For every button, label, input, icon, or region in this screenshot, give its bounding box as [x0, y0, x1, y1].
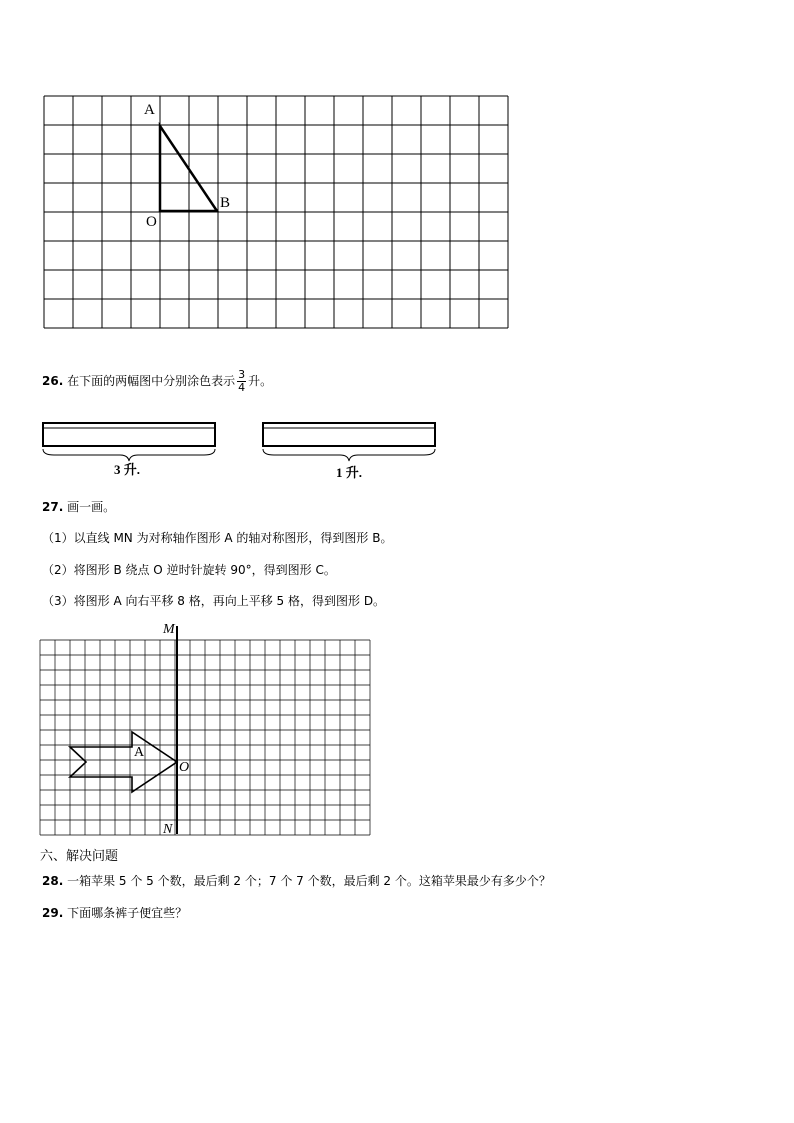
container-label-3-liter: 3 升.	[114, 462, 141, 477]
question-number: 28.	[42, 874, 64, 888]
axis-m-label: M	[163, 622, 175, 637]
question-text: 一箱苹果 5 个 5 个数，最后剩 2 个；7 个 7 个数，最后剩 2 个。这箱苹果最少有多少个？	[67, 874, 551, 888]
point-a-label: A	[144, 102, 155, 118]
section-6-title: 六、解决问题	[40, 849, 119, 864]
container-label-1-liter: 1 升.	[336, 465, 363, 480]
question-number: 26.	[42, 374, 64, 388]
question-text-end: 升。	[248, 374, 273, 388]
triangle-grid	[40, 92, 512, 332]
question-29	[42, 905, 187, 921]
point-o-label: O	[146, 214, 157, 230]
question-26	[42, 369, 272, 394]
container-1-liter[interactable]	[260, 420, 440, 462]
shape-a	[70, 732, 177, 792]
question-title: 画一画。	[67, 500, 116, 514]
question-number: 29.	[42, 906, 64, 920]
q27-item-3: （3）将图形 A 向右平移 8 格，再向上平移 5 格，得到图形 D。	[42, 594, 386, 608]
fraction-three-quarters	[237, 369, 246, 394]
question-27	[42, 499, 115, 515]
point-b-label: B	[220, 195, 231, 211]
question-28	[42, 873, 551, 889]
point-o-label: O	[179, 760, 190, 775]
q27-item-1: （1）以直线 MN 为对称轴作图形 A 的轴对称图形，得到图形 B。	[42, 531, 393, 545]
shape-a-label: A	[134, 745, 145, 760]
q27-item-2: （2）将图形 B 绕点 O 逆时针旋转 90°，得到图形 C。	[42, 563, 336, 577]
question-text: 下面哪条裤子便宜些？	[67, 906, 188, 920]
symmetry-grid	[38, 620, 380, 840]
fraction-denominator: 4	[238, 381, 246, 394]
axis-n-label: N	[163, 822, 173, 837]
question-text: 在下面的两幅图中分别涂色表示	[67, 374, 236, 388]
container-3-liter[interactable]	[40, 420, 220, 462]
question-number: 27.	[42, 500, 64, 514]
fraction-numerator: 3	[238, 368, 246, 381]
